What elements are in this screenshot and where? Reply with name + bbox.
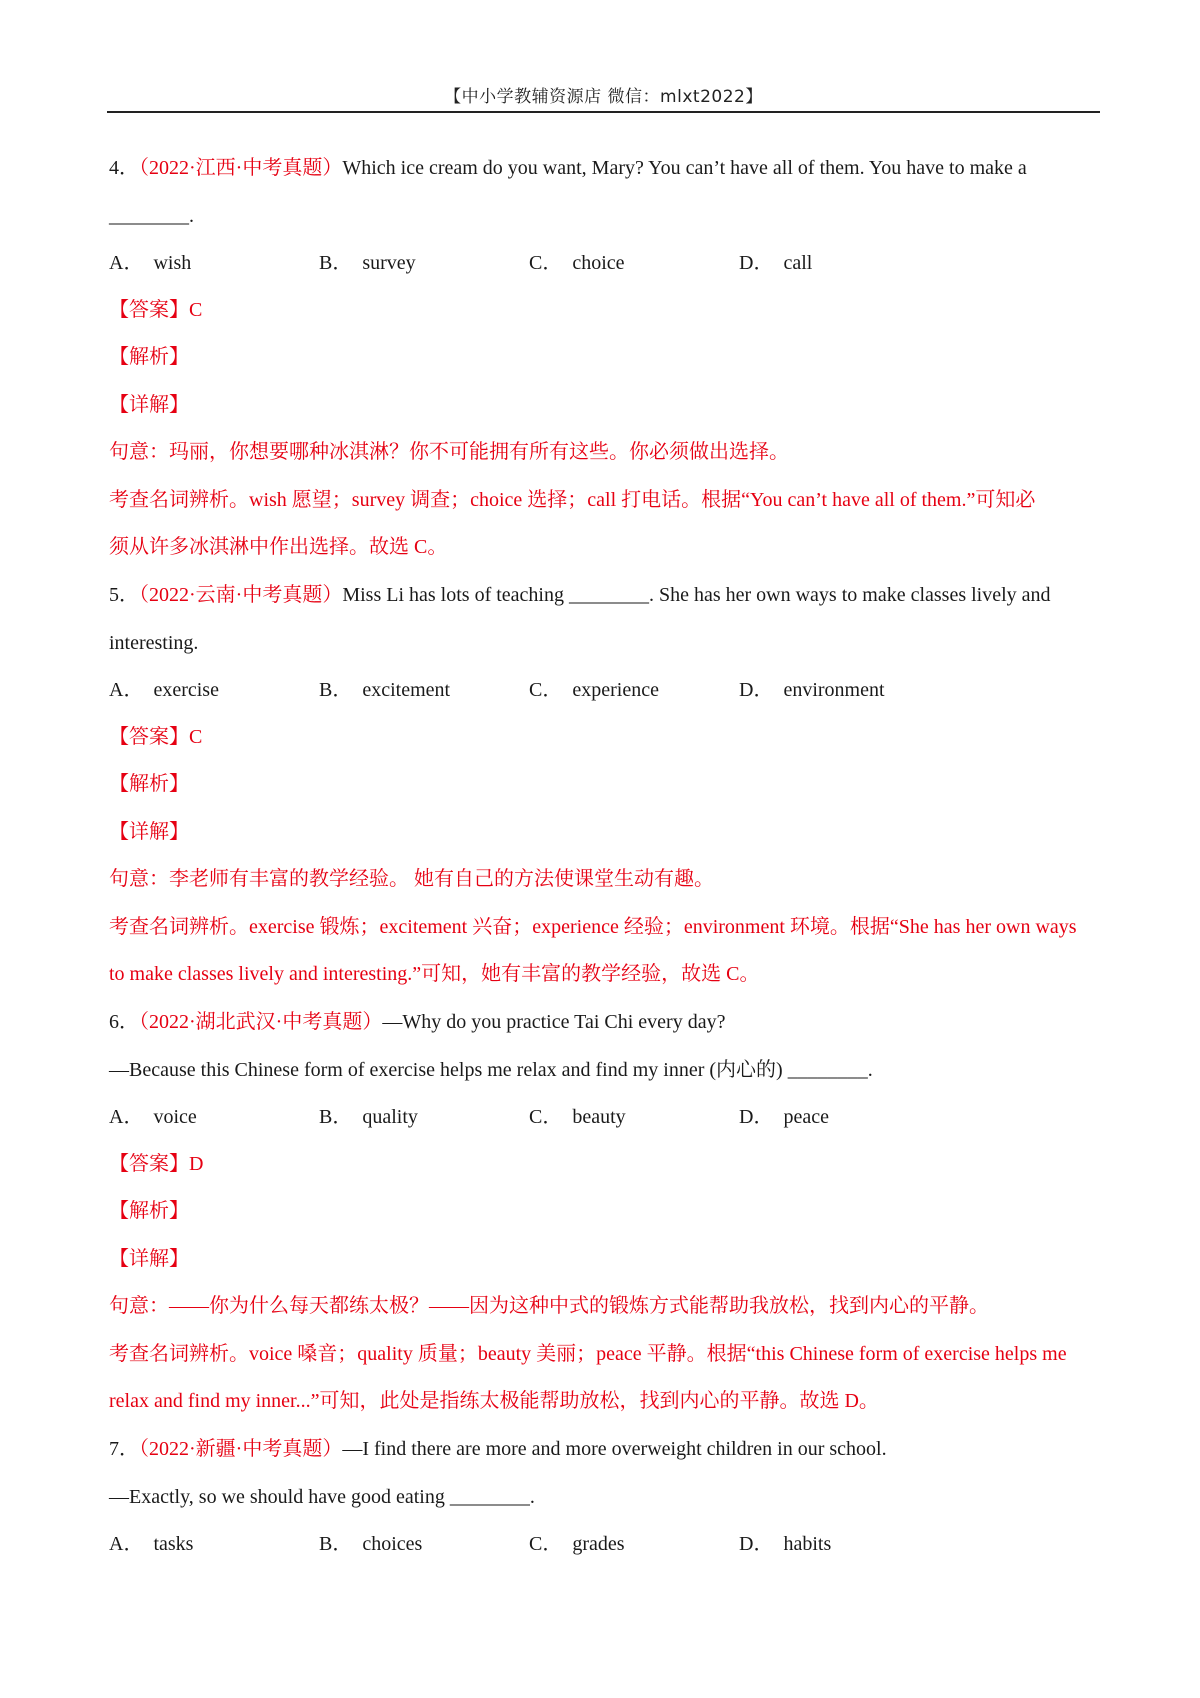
- option-c: C． beauty: [529, 1106, 626, 1128]
- option-a: A． exercise: [109, 679, 219, 701]
- detail-line: relax and find my inner...”可知，此处是指练太极能帮助放松，找到内心的平静。故选 D。: [109, 1390, 879, 1412]
- option-c: C． experience: [529, 679, 659, 701]
- option-a: A． tasks: [109, 1533, 194, 1555]
- option-d: D． peace: [739, 1106, 829, 1128]
- question-number: 7．: [109, 1438, 139, 1460]
- detail-line: 须从许多冰淇淋中作出选择。故选 C。: [109, 536, 448, 558]
- question-text: —I find there are more and more overweight children in our school.: [342, 1438, 887, 1460]
- option-d: D． call: [739, 252, 813, 274]
- option-a: A． voice: [109, 1106, 197, 1128]
- answer: 【答案】D: [109, 1153, 204, 1175]
- detail-line: 考查名词辨析。wish 愿望；survey 调查；choice 选择；call 打电话。根据“You can’t have all of them.”可知必: [109, 489, 1036, 511]
- question-5-stem: [109, 582, 1051, 608]
- option-b: B． choices: [319, 1533, 423, 1555]
- option-c: C． choice: [529, 252, 625, 274]
- detail-label: 【详解】: [109, 394, 189, 416]
- option-a: A． wish: [109, 252, 192, 274]
- option-d: D． habits: [739, 1533, 832, 1555]
- page-header: 【中小学教辅资源店 微信：mlxt2022】: [444, 87, 763, 107]
- detail-line: 考查名词辨析。exercise 锻炼；excitement 兴奋；experience 经验；environment 环境。根据“She has her own ways: [109, 916, 1077, 938]
- question-number: 4．: [109, 157, 139, 179]
- analysis-label: 【解析】: [109, 346, 189, 368]
- option-d: D． environment: [739, 679, 885, 701]
- question-text: Miss Li has lots of teaching ________. She has her own ways to make classes lively and: [342, 584, 1051, 606]
- question-text: —Why do you practice Tai Chi every day?: [382, 1011, 726, 1033]
- question-6-stem-cont: —Because this Chinese form of exercise helps me relax and find my inner (内心的) ________.: [109, 1059, 873, 1081]
- detail-label: 【详解】: [109, 1248, 189, 1270]
- analysis-label: 【解析】: [109, 773, 189, 795]
- detail-line: 句意：玛丽，你想要哪种冰淇淋？你不可能拥有所有这些。你必须做出选择。: [109, 441, 789, 463]
- option-c: C． grades: [529, 1533, 625, 1555]
- question-5-stem-cont: interesting.: [109, 632, 199, 654]
- question-source: （2022·湖北武汉·中考真题）: [139, 1011, 383, 1033]
- detail-line: 考查名词辨析。voice 嗓音；quality 质量；beauty 美丽；peace 平静。根据“this Chinese form of exercise helps me: [109, 1343, 1067, 1365]
- header-divider: [107, 111, 1100, 113]
- question-number: 6．: [109, 1011, 139, 1033]
- question-text: Which ice cream do you want, Mary? You can’t have all of them. You have to make a: [342, 157, 1027, 179]
- detail-line: 句意：——你为什么每天都练太极？——因为这种中式的锻炼方式能帮助我放松，找到内心的平静。: [109, 1295, 989, 1317]
- option-b: B． quality: [319, 1106, 418, 1128]
- option-b: B． survey: [319, 252, 416, 274]
- question-number: 5．: [109, 584, 139, 606]
- question-source: （2022·江西·中考真题）: [139, 157, 343, 179]
- question-source: （2022·云南·中考真题）: [139, 584, 343, 606]
- analysis-label: 【解析】: [109, 1200, 189, 1222]
- answer: 【答案】C: [109, 299, 203, 321]
- question-7-stem: [109, 1436, 887, 1462]
- question-4-stem-cont: ________.: [109, 205, 194, 227]
- detail-line: 句意：李老师有丰富的教学经验。 她有自己的方法使课堂生动有趣。: [109, 868, 714, 890]
- detail-label: 【详解】: [109, 821, 189, 843]
- detail-line: to make classes lively and interesting.”可知，她有丰富的教学经验，故选 C。: [109, 963, 760, 985]
- answer: 【答案】C: [109, 726, 203, 748]
- question-6-stem: [109, 1009, 725, 1035]
- option-b: B． excitement: [319, 679, 451, 701]
- question-7-stem-cont: —Exactly, so we should have good eating ________.: [109, 1486, 535, 1508]
- question-4-stem: [109, 155, 1027, 181]
- question-source: （2022·新疆·中考真题）: [139, 1438, 343, 1460]
